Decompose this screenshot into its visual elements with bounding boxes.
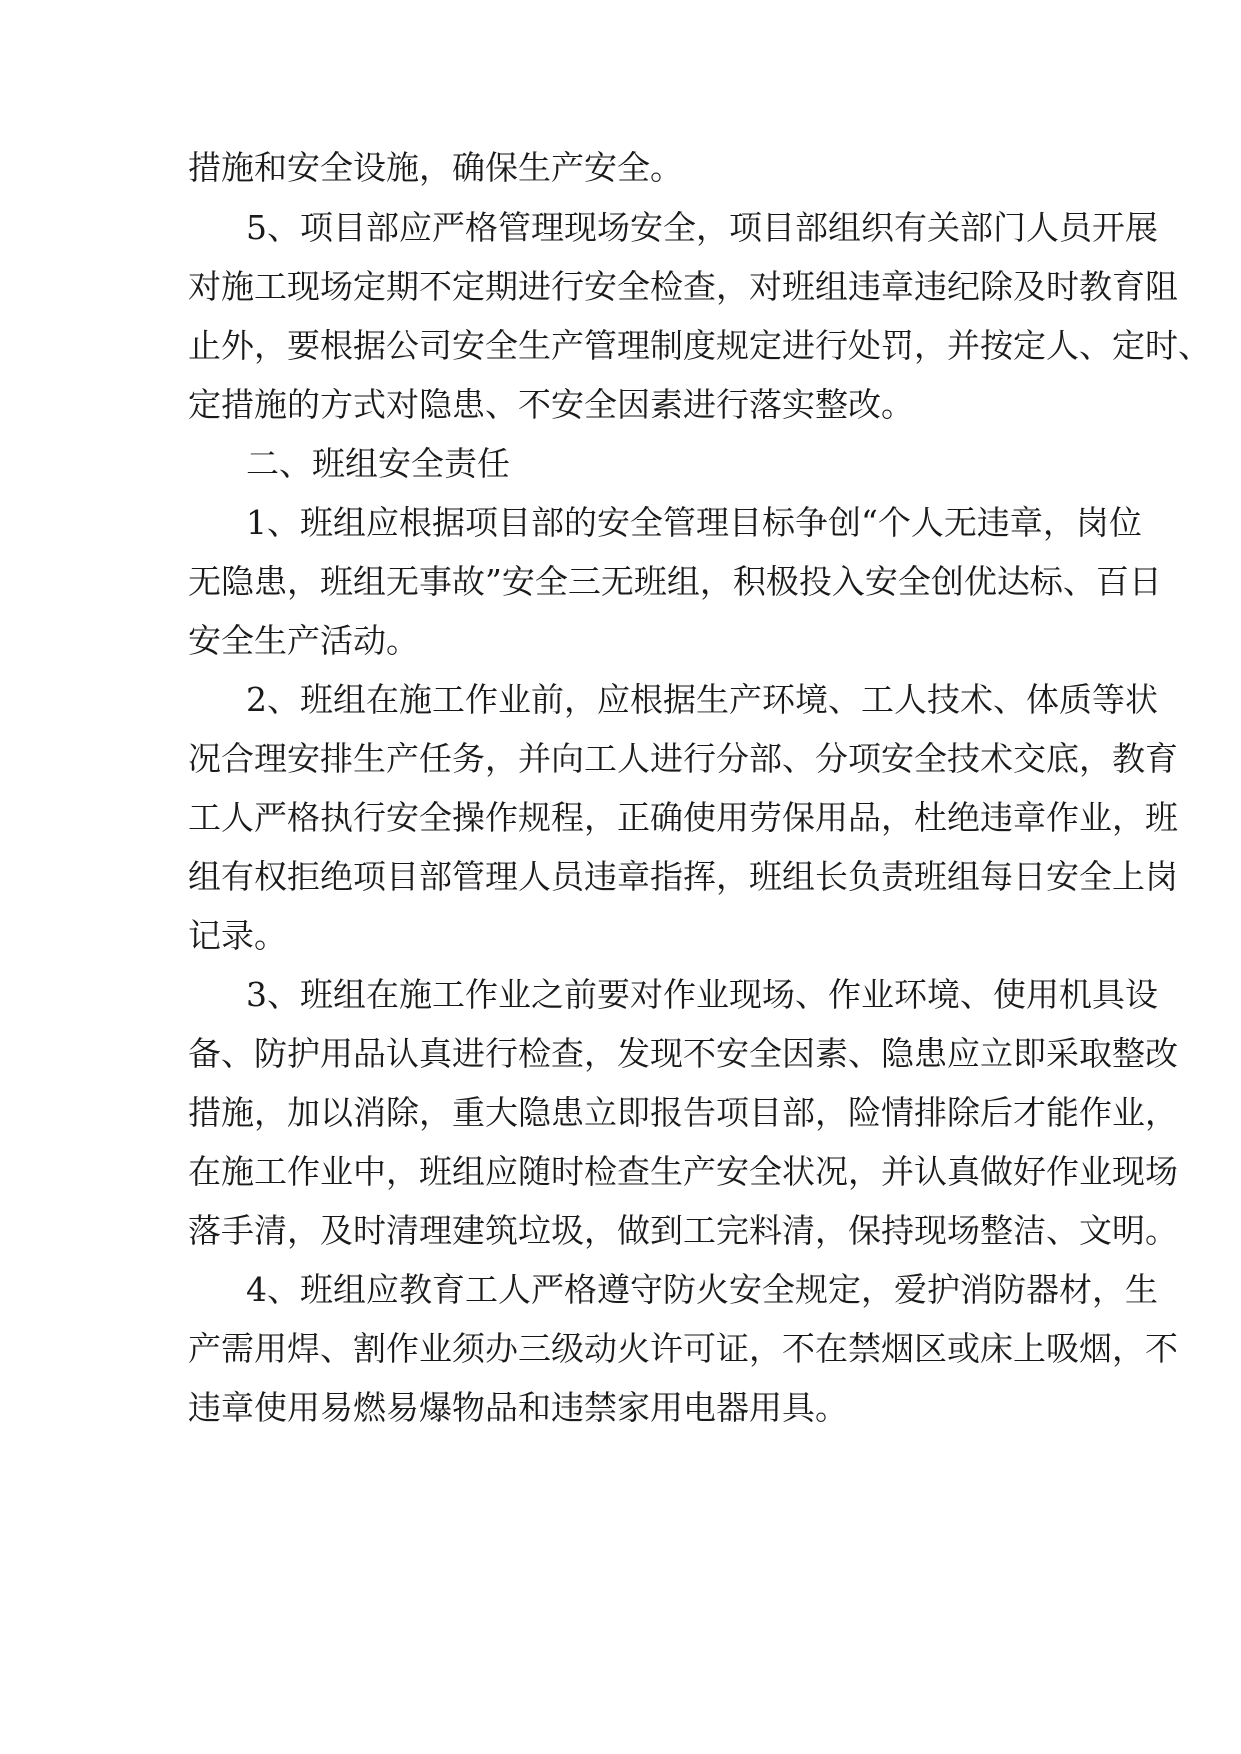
text-line [0,550,1241,614]
section-heading-text: 二、班组安全责任 [246,444,510,483]
text-line-content: 况合理安排生产任务，并向工人进行分部、分项安全技术交底，教育 [188,739,1178,778]
text-line-content: 记录。 [188,916,287,955]
text-line [0,136,1241,200]
text-line [0,196,1241,260]
text-line-content: 安全生产活动。 [188,621,419,660]
text-line [0,1140,1241,1204]
text-line [0,373,1241,437]
text-line [0,727,1241,791]
text-line-content: 5、项目部应严格管理现场安全，项目部组织有关部门人员开展 [246,208,1158,247]
text-line-content: 2、班组在施工作业前，应根据生产环境、工人技术、体质等状 [246,680,1158,719]
text-line [0,491,1241,555]
text-line [0,845,1241,909]
text-line-content: 备、防护用品认真进行检查，发现不安全因素、隐患应立即采取整改 [188,1034,1178,1073]
text-line-content: 无隐患，班组无事故”安全三无班组，积极投入安全创优达标、百日 [188,562,1162,601]
text-line [0,609,1241,673]
text-line-content: 在施工作业中，班组应随时检查生产安全状况，并认真做好作业现场 [188,1152,1178,1191]
text-line-content: 1、班组应根据项目部的安全管理目标争创“个人无违章，岗位 [246,503,1142,542]
text-line-content: 工人严格执行安全操作规程，正确使用劳保用品，杜绝违章作业，班 [188,798,1178,837]
text-line [0,668,1241,732]
text-line-content: 落手清，及时清理建筑垃圾，做到工完料清，保持现场整洁、文明。 [188,1211,1178,1250]
text-line-content: 3、班组在施工作业之前要对作业现场、作业环境、使用机具设 [246,975,1158,1014]
text-line-content: 产需用焊、割作业须办三级动火许可证，不在禁烟区或床上吸烟，不 [188,1329,1178,1368]
text-line-content: 4、班组应教育工人严格遵守防火安全规定，爱护消防器材，生 [246,1270,1158,1309]
text-line [0,1022,1241,1086]
text-line-content: 组有权拒绝项目部管理人员违章指挥，班组长负责班组每日安全上岗 [188,857,1178,896]
text-line [0,786,1241,850]
text-line-content: 定措施的方式对隐患、不安全因素进行落实整改。 [188,385,914,424]
text-line [0,1317,1241,1381]
text-line-content: 止外，要根据公司安全生产管理制度规定进行处罚，并按定人、定时、 [188,326,1211,365]
section-heading [0,432,1241,496]
text-line-content: 对施工现场定期不定期进行安全检查，对班组违章违纪除及时教育阻 [188,267,1178,306]
text-line-content: 措施和安全设施，确保生产安全。 [188,148,683,187]
text-line-content: 措施，加以消除，重大隐患立即报告项目部，险情排除后才能作业， [188,1093,1178,1132]
text-line [0,1258,1241,1322]
text-line [0,904,1241,968]
text-line [0,1081,1241,1145]
text-line-content: 违章使用易燃易爆物品和违禁家用电器用具。 [188,1388,848,1427]
text-line [0,255,1241,319]
text-line [0,1376,1241,1440]
text-line [0,1199,1241,1263]
text-line [0,314,1241,378]
text-line [0,963,1241,1027]
